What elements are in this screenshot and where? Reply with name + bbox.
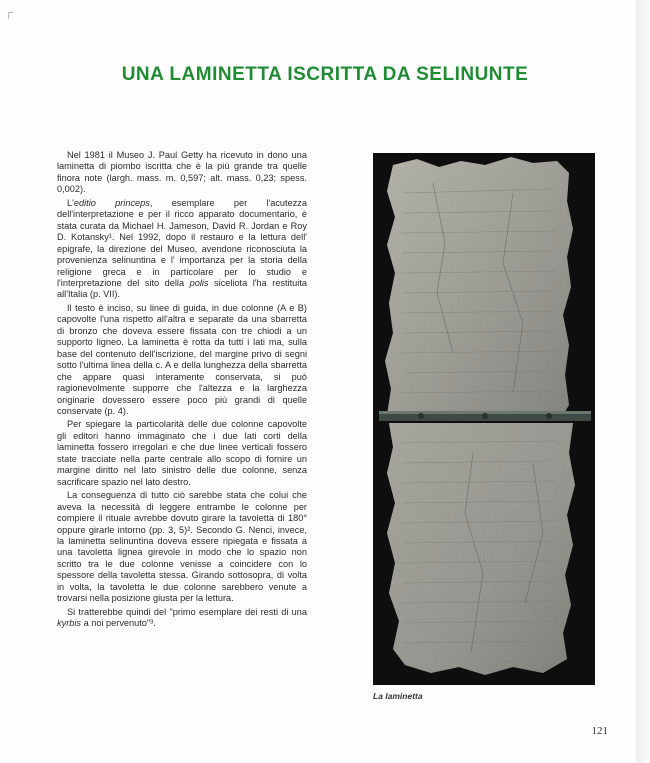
page-edge-shadow bbox=[636, 0, 650, 763]
paragraph-5: La conseguenza di tutto ciò sarebbe stata che colui che aveva la necessità di leggere entrambe le colonne per compiere il rituale avrebbe dovuto girare la tavoletta di 180° oppure girarle intorno (pp. 3, 5)². Secondo G. Nenci, invece, la laminetta selinuntina doveva essere ripiegata e fissata a una tavoletta lignea girevole in modo che lo spazio non scritto tra le due colonne venisse a coincidere con lo spessore della tavoletta stessa. Girando sottosopra, di volta in volta, la tavoletta le due colonne sarebbero venute a trovarsi nella posizione giusta per la lettura. bbox=[57, 490, 307, 604]
paragraph-1: Nel 1981 il Museo J. Paul Getty ha ricevuto in dono una laminetta di piombo iscritta che è la più grande tra quelle finora note (largh. mass. m. 0,597; alt. mass. 0,23; spess. 0,002). bbox=[57, 150, 307, 195]
tablet-upper-fragment bbox=[385, 157, 573, 415]
paragraph-4: Per spiegare la particolarità delle due colonne capovolte gli editori hanno immaginato che i due lati corti della laminetta fossero irregolari e che due linee verticali fossero state tracciate nella parte centrale allo scopo di fornire un margine diritto nel lato sinistro delle due colonne, senza sacrificare spazio nel lato destro. bbox=[57, 419, 307, 487]
page-number: 121 bbox=[591, 725, 608, 737]
paragraph-2: L'editio princeps, esemplare per l'acutezza dell'interpretazione e per il ricco apparato documentario, è stata curata da Michael H. Jameson, David R. Jordan e Roy D. Kotansky¹. Nel 1992, dopo il restauro e la lettura dell' epigrafe, la direzione del Museo, avendone riconosciuta la provenienza selinuntina e l' importanza per la storia della religione greca e in particolare per lo studio e l'interpretazione del sito della polis siceliota l'ha restituita all'Italia (p. VII). bbox=[57, 197, 308, 300]
article-body bbox=[57, 150, 307, 632]
nail-left bbox=[418, 413, 424, 419]
paragraph-6: Si tratterebbe quindi del "primo esemplare dei resti di una kyrbis a noi pervenuto"³. bbox=[57, 606, 307, 629]
article-title: UNA LAMINETTA ISCRITTA DA SELINUNTE bbox=[121, 64, 529, 85]
tablet-lower-fragment bbox=[387, 423, 575, 675]
crop-mark bbox=[8, 12, 13, 19]
paragraph-3: Il testo è inciso, su linee di guida, in due colonne (A e B) capovolte l'una rispetto all'altra e separate da una sbarretta di bronzo che doveva essere fissata con tre chiodi a un supporto ligneo. La laminetta è rotta da tutti i lati ma, sulla base del contenuto dell'iscrizione, del margine privo di segni sotto l'ultima linea della c. A e della lunghezza della sbarretta che appare quasi interamente conservata, si può ragionevolmente supporre che l'altezza e la larghezza originarie dovessero essere poco più grandi di quelle conservate (p. 4). bbox=[57, 302, 307, 416]
nail-right bbox=[546, 413, 552, 419]
lead-tablet-photo bbox=[373, 153, 595, 685]
nail-middle bbox=[482, 413, 488, 419]
figure-caption: La laminetta bbox=[373, 691, 423, 701]
